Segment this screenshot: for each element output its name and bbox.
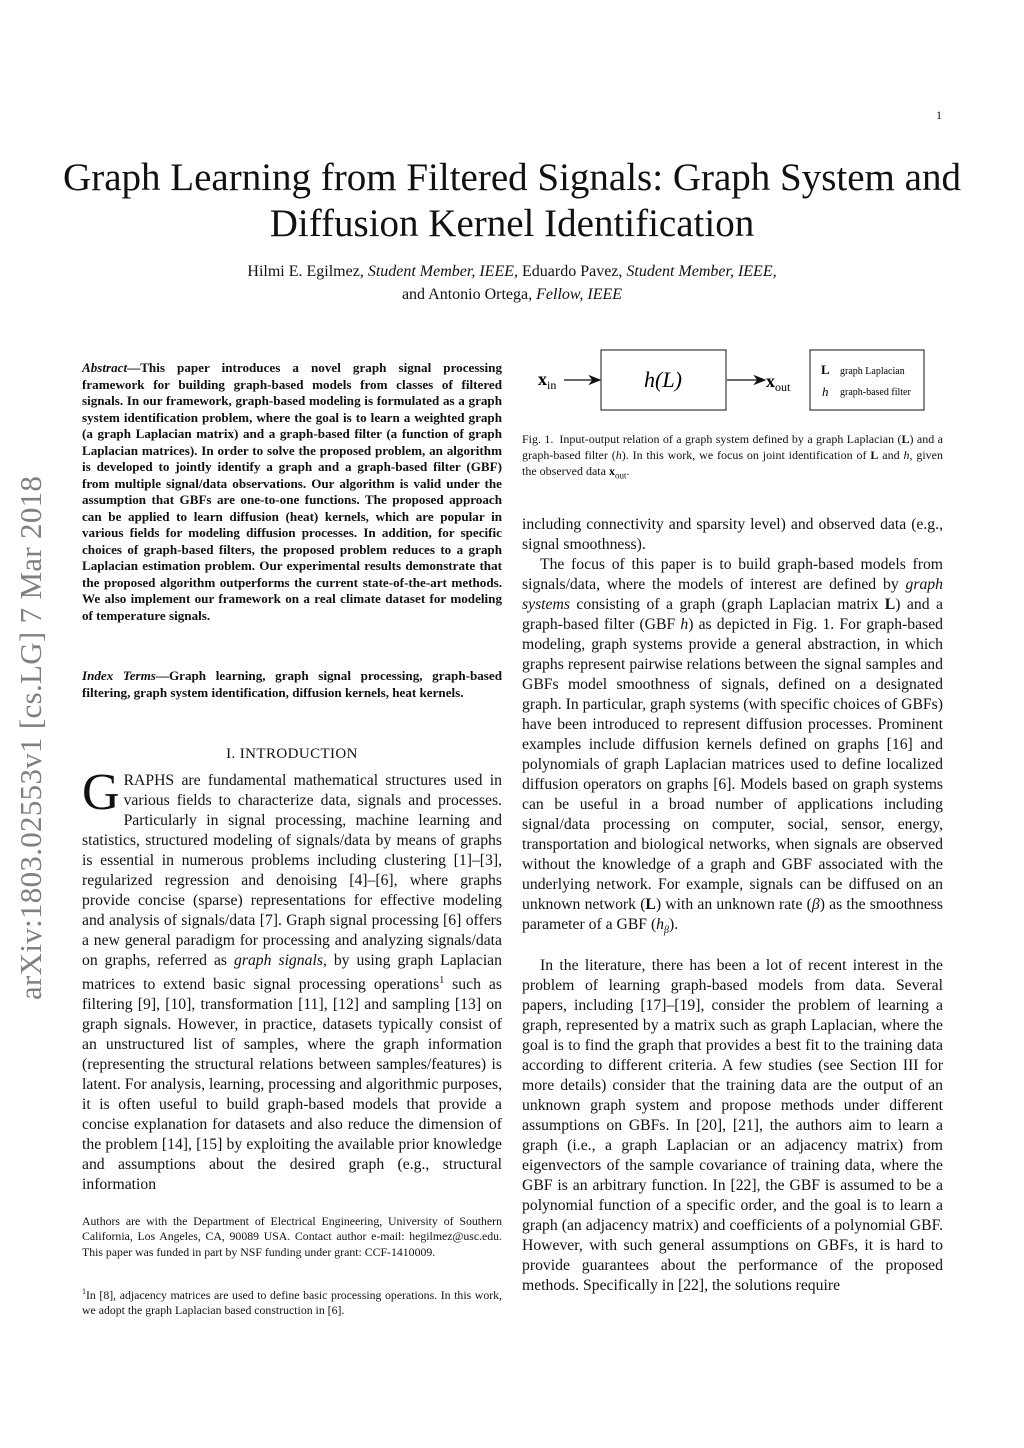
author-1-name: Hilmi E. Egilmez,	[247, 263, 364, 280]
footnote-marker: 1	[439, 975, 445, 986]
caption-L-2: L	[870, 448, 879, 462]
caption-text-5: , given the observed data	[522, 448, 943, 478]
page-number: 1	[936, 108, 942, 122]
caption-text-6: .	[626, 464, 630, 478]
legend-L-symbol: L	[821, 362, 830, 377]
figure-caption	[522, 431, 943, 483]
p1-beta: β	[811, 896, 820, 913]
legend-h-desc: graph-based filter	[840, 387, 911, 398]
author-3-name: and Antonio Ortega,	[401, 286, 533, 303]
legend-box	[810, 350, 924, 410]
caption-text-3: ). In this work, we focus on joint identification of	[621, 448, 871, 462]
caption-label: Fig. 1.	[522, 432, 554, 446]
p1-L2: L	[645, 896, 656, 913]
p1-h: h	[680, 616, 689, 633]
caption-L-1: L	[901, 432, 910, 446]
p1-text-e: ) with an unknown rate (	[655, 896, 812, 913]
caption-x-sub: out	[614, 470, 627, 481]
paper-title: Graph Learning from Filtered Signals: Graph System and Diffusion Kernel Identification	[63, 156, 961, 245]
author-2-name: Eduardo Pavez,	[522, 263, 623, 280]
p1-L: L	[884, 596, 896, 613]
system-label: h(L)	[644, 367, 682, 392]
affiliation-footnote: Authors are with the Department of Electrical Engineering, University of Southern California, Los Angeles, CA, 90089 USA. Contact author e-mail: hegilmez@usc.edu. This paper was funded in part by NSF funding under grant: CCF-1410009.	[82, 1214, 502, 1259]
right-paragraph-2: In the literature, there has been a lot of recent interest in the problem of learning graph-based models from data. Several papers, including [17]–[19], consider the problem of learning a graph, represented by a matrix such as graph Laplacian, where the goal is to find the graph that provides a best fit to the training data according to different criteria. A few studies (see Section III for more details) consider that the training data are the output of an unknown graph system and propose methods under different assumptions on GBFs. In [20], [21], the authors aim to learn a graph (i.e., a graph Laplacian or an adjacency matrix) from eigenvectors of the sample covariance of training data, where the GBF is an arbitrary function. In [22], the GBF is assumed to be a polynomial function of a specific order, and the goal is to learn a graph (an adjacency matrix) and coefficients of a polynomial GBF. However, with such general assumptions on GBFs, it is hard to provide guarantees about the performance of the proposed methods. Specifically in [22], the solutions require	[522, 957, 943, 1294]
footnote-1	[82, 1284, 502, 1319]
author-3-role: Fellow, IEEE	[536, 286, 623, 303]
right-paragraph-0: including connectivity and sparsity level) and observed data (e.g., signal smoothness).	[522, 516, 943, 553]
p1-text-c: ) and a graph-based filter (GBF	[522, 596, 943, 633]
caption-text-2: ) and a graph-based filter (	[522, 432, 943, 462]
caption-text-1: Input-output relation of a graph system defined by a graph Laplacian (	[559, 432, 902, 446]
intro-text-c: such as filtering [9], [10], transformation [11], [12] and sampling [13] on graph signals. However, in practice, datasets typically consist of an unstructured list of samples, where the graph information (representing the structural relations between samples/features) is latent. For analysis, learning, processing and algorithmic purposes, it is often useful to build graph-based models that provide a concise explanation for datasets and also reduce the dimension of the problem [14], [15] by exploiting the available prior knowledge and assumptions about the desired graph (e.g., structural information	[82, 976, 502, 1194]
intro-text-b: , by using graph Laplacian matrices to extend basic signal processing operations	[82, 952, 502, 994]
drop-cap: G	[82, 764, 120, 821]
p1-text-g: ).	[669, 916, 679, 933]
caption-h-1: h	[615, 448, 622, 462]
footnote-1-text: In [8], adjacency matrices are used to define basic processing operations. In this work, we adopt the graph Laplacian based construction in [6].	[82, 1287, 502, 1318]
author-2-role: Student Member, IEEE,	[626, 263, 777, 280]
abstract	[82, 360, 502, 624]
footnote-1-mark: 1	[82, 1287, 86, 1296]
intro-text-a: RAPHS are fundamental mathematical structures used in various fields to characterize data, signals and processes. Particularly in signal processing, machine learning and statistics, structured modeling of signals/data by means of graphs is essential in numerous problems including clustering [1]–[3], regularized regression and denoising [4]–[6], where graphs provide concise (sparse) representations for effective modeling and analysis of signals/data [7]. Graph signal processing [6] offers a new general paradigm for processing and analyzing signals/data on graphs, referred as	[82, 772, 502, 969]
output-label: $x_{out}$	[766, 371, 791, 394]
author-1-role: Student Member, IEEE,	[367, 263, 518, 280]
intro-emphasis: graph signals	[234, 952, 323, 969]
caption-h-2: h	[903, 448, 910, 462]
input-label: $x_{in}$	[538, 369, 557, 392]
legend-h-symbol: h	[822, 384, 829, 399]
legend-L-desc: graph Laplacian	[840, 366, 905, 377]
intro-paragraph	[82, 764, 502, 1195]
index-terms-lead: Index Terms	[82, 668, 156, 683]
p1-text-f: ) as the smoothness parameter of a GBF (	[522, 896, 944, 933]
caption-text-4: and	[878, 448, 904, 462]
index-terms-text: —Graph learning, graph signal processing, graph-based filtering, graph system identification, diffusion kernels, heat kernels.	[82, 668, 502, 700]
figure-1-diagram	[520, 340, 940, 420]
p1-text-a: The focus of this paper is to build graph-based models from signals/data, where the models of interest are defined by	[522, 556, 943, 593]
p1-h-beta-sub: β	[664, 925, 669, 937]
abstract-text: —This paper introduces a novel graph signal processing framework for building graph-based models from classes of filtered signals. In our framework, graph-based modeling is formulated as a graph system identification problem, where the goal is to learn a weighted graph (a graph Laplacian matrix) and a graph-based filter (a function of graph Laplacian matrices). In order to solve the proposed problem, an algorithm is developed to jointly identify a graph and a graph-based filter (GBF) from multiple signal/data observations. Our algorithm is valid under the assumption that GBFs are one-to-one functions. The proposed approach can be applied to learn diffusion (heat) kernels, which are popular in various fields for modeling diffusion processes. In addition, for specific choices of graph-based filters, the proposed problem reduces to a graph Laplacian estimation problem. Our experimental results demonstrate that the proposed algorithm outperforms the current state-of-the-art methods. We also implement our framework on a real climate dataset for modeling of temperature signals.	[82, 360, 502, 623]
caption-x: x	[608, 464, 615, 478]
arxiv-identifier: arXiv:1803.02553v1 [cs.LG] 7 Mar 2018	[13, 475, 48, 1000]
abstract-lead: Abstract	[82, 360, 128, 375]
index-terms	[82, 668, 502, 701]
p1-text-b: consisting of a graph (graph Laplacian matrix	[569, 596, 885, 613]
right-paragraph-1	[522, 555, 943, 941]
p1-emphasis: graph systems	[522, 576, 943, 613]
p1-h-beta: h	[656, 916, 665, 933]
author-list	[60, 260, 964, 306]
section-heading: I. INTRODUCTION	[226, 746, 358, 762]
p1-text-d: ) as depicted in Fig. 1. For graph-based modeling, graph systems provide a general abstraction, in which graphs represent pairwise relations between the signal samples and GBFs model smoothness of signals, defined on a designated graph. In particular, graph systems (with specific choices of GBFs) have been introduced to represent diffusion processes. Prominent examples include diffusion kernels defined on graphs [16] and polynomials of graph Laplacian matrices used to define localized diffusion operators on graphs [6]. Models based on graph systems can be useful in a broad number of applications including signal/data processing on computer, social, sensor, energy, transportation and biological networks, when signals are observed without the knowledge of a graph and GBF associated with the underlying network. For example, signals can be diffused on an unknown network (	[522, 616, 943, 913]
